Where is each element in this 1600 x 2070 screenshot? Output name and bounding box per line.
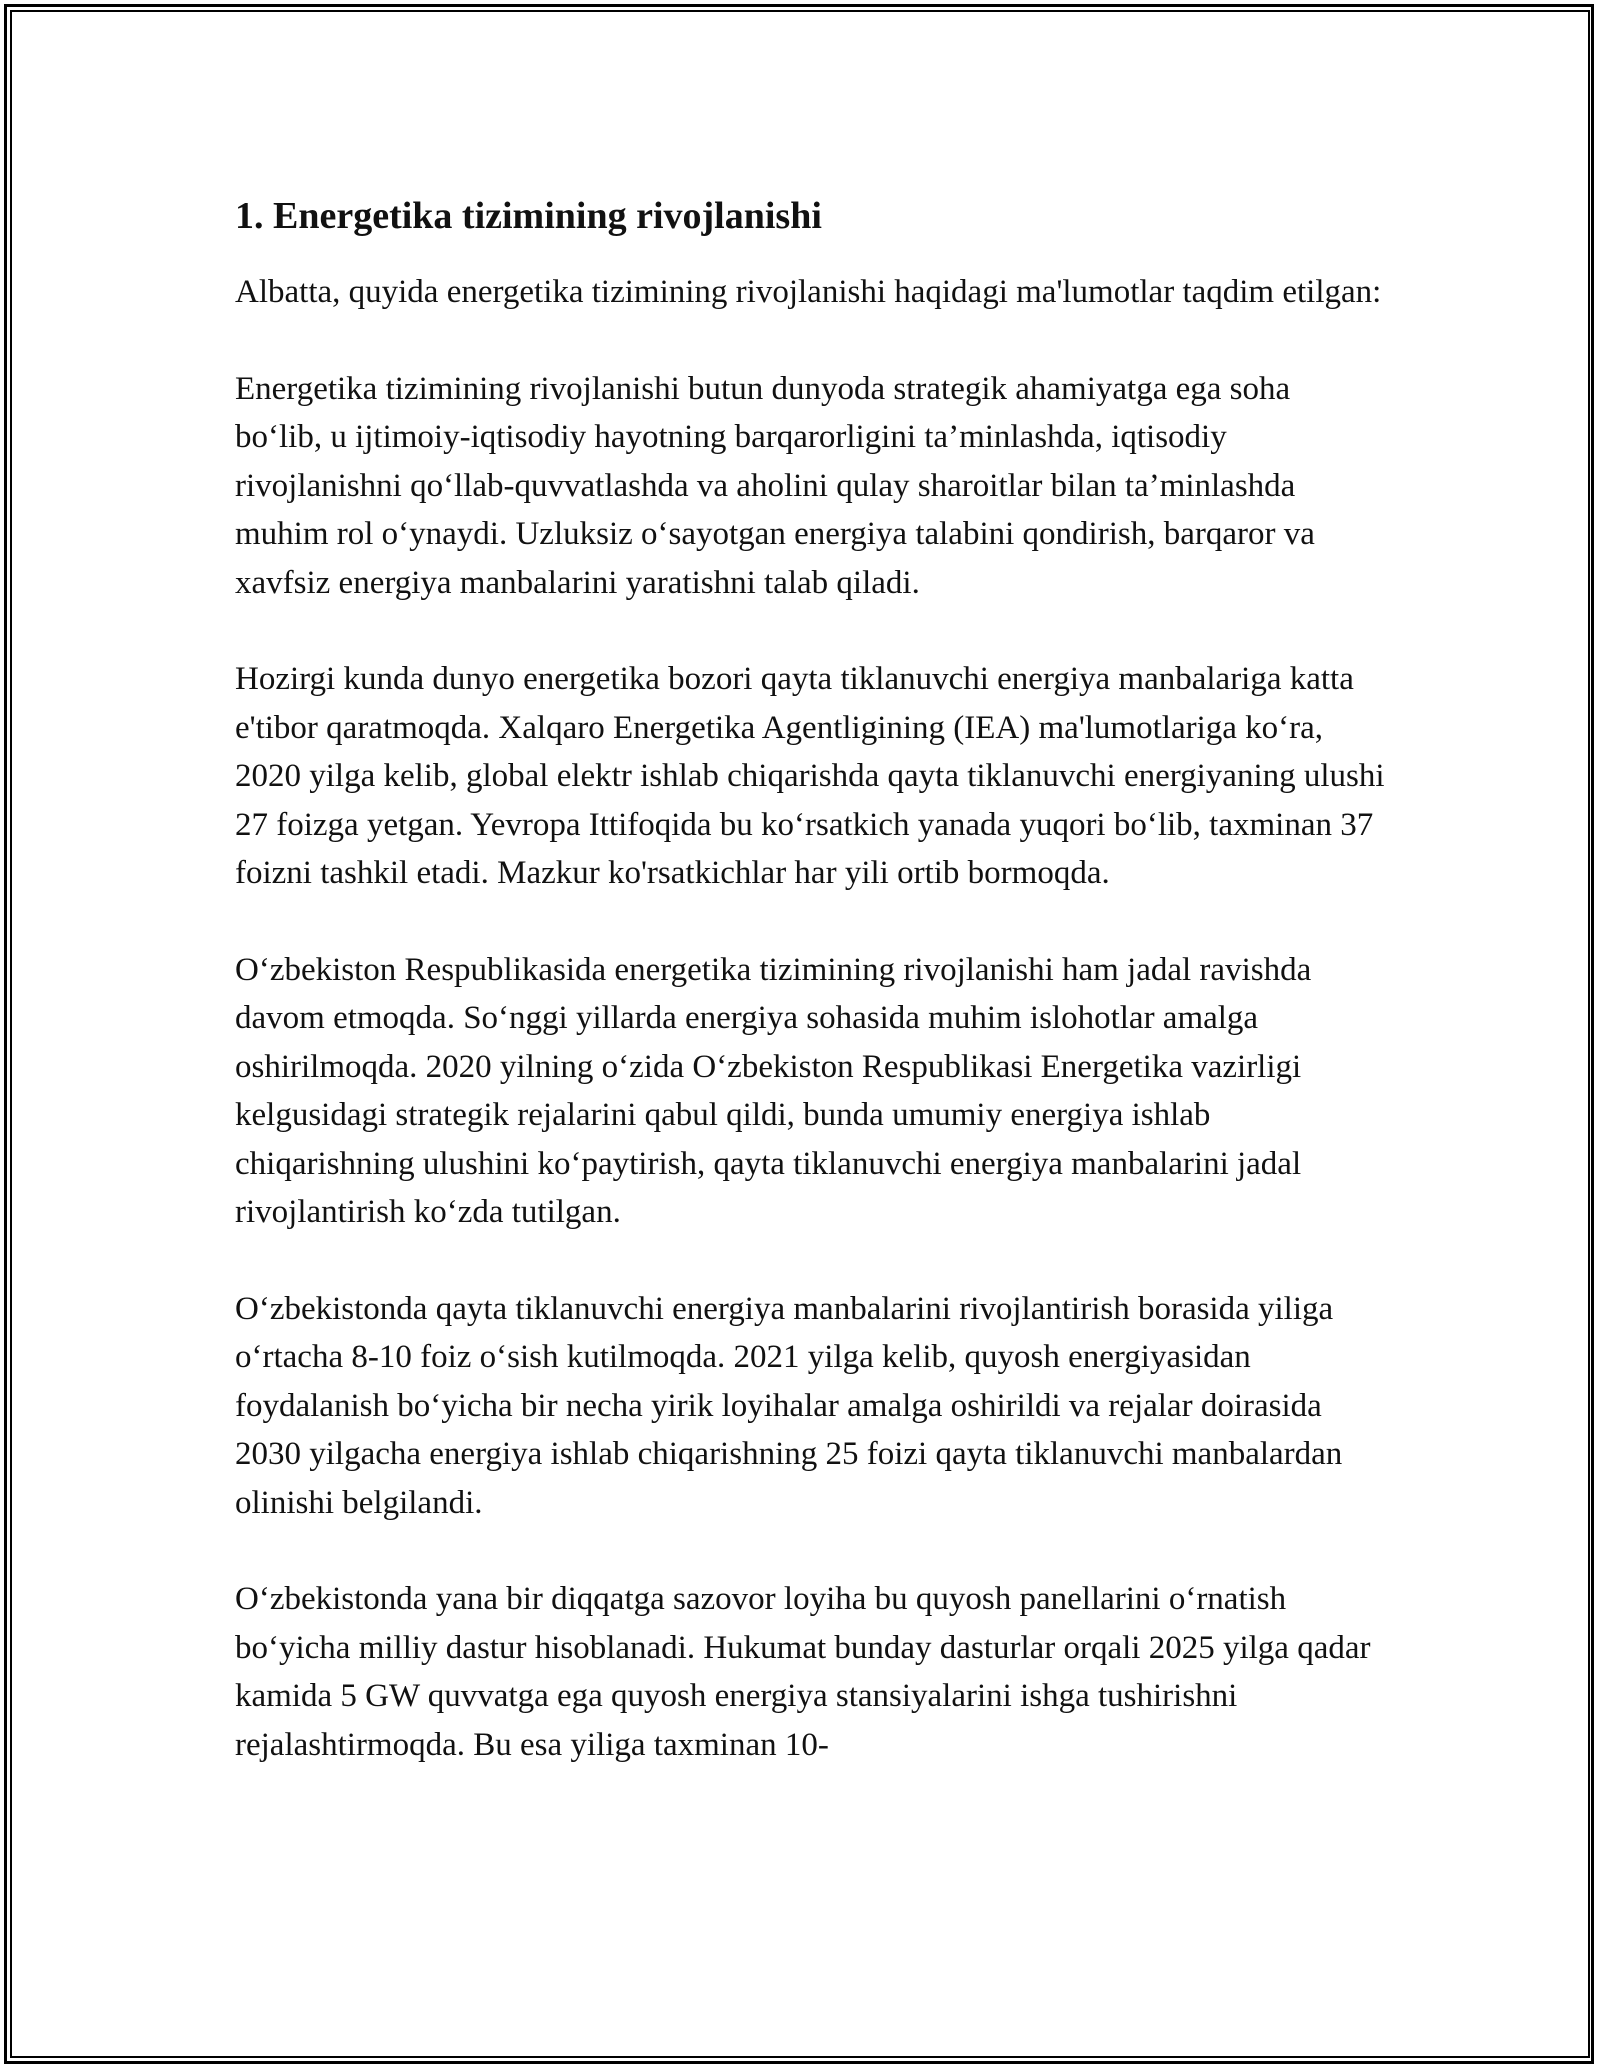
paragraph-energy-importance: Energetika tizimining rivojlanishi butun dunyoda strategik ahamiyatga ega soha bo‘lib, u ijtimoiy-iqtisodiy hayotning barqarorligini ta’minlashda, iqtisodiy rivojlanishni qo‘llab-quvvatlashda va aholini qulay sharoitlar bilan ta’minlashda muhim rol o‘ynaydi. Uzluksiz o‘sayotgan energiya talabini qondirish, barqaror va xavfsiz energiya manbalarini yaratishni talab qiladi. bbox=[235, 370, 1315, 601]
section-heading: 1. Energetika tizimining rivojlanishi bbox=[235, 195, 822, 237]
paragraph-solar-program: O‘zbekistonda yana bir diqqatga sazovor loyiha bu quyosh panellarini o‘rnatish bo‘yicha milliy dastur hisoblanadi. Hukumat bunday dasturlar orqali 2025 yilga qadar kamida 5 GW quvvatga ega quyosh energiya stansiyalarini ishga tushirishni rejalashtirmoqda. Bu esa yiliga taxminan 10- bbox=[235, 1581, 1371, 1763]
paragraph-intro: Albatta, quyida energetika tizimining rivojlanishi haqidagi ma'lumotlar taqdim etilgan: bbox=[235, 274, 1382, 310]
paragraph-uzbekistan-renewables: O‘zbekistonda qayta tiklanuvchi energiya manbalarini rivojlantirish borasida yiliga o‘rtacha 8-10 foiz o‘sish kutilmoqda. 2021 yilga kelib, quyosh energiyasidan foydalanish bo‘yicha bir necha yirik loyihalar amalga oshirildi va rejalar doirasida 2030 yilgacha energiya ishlab chiqarishning 25 foizi qayta tiklanuvchi manbalardan olinishi belgilandi. bbox=[235, 1290, 1343, 1521]
paragraph-global-renewables: Hozirgi kunda dunyo energetika bozori qayta tiklanuvchi energiya manbalariga katta e'tibor qaratmoqda. Xalqaro Energetika Agentligining (IEA) ma'lumotlariga ko‘ra, 2020 yilga kelib, global elektr ishlab chiqarishda qayta tiklanuvchi energiyaning ulushi 27 foizga yetgan. Yevropa Ittifoqida bu ko‘rsatkich yanada yuqori bo‘lib, taxminan 37 foizni tashkil etadi. Mazkur ko'rsatkichlar har yili ortib bormoqda. bbox=[235, 661, 1385, 891]
paragraph-uzbekistan-reforms: O‘zbekiston Respublikasida energetika tizimining rivojlanishi ham jadal ravishda davom etmoqda. So‘nggi yillarda energiya sohasida muhim islohotlar amalga oshirilmoqda. 2020 yilning o‘zida O‘zbekiston Respublikasi Energetika vazirligi kelgusidagi strategik rejalarini qabul qildi, bunda umumiy energiya ishlab chiqarishning ulushini ko‘paytirish, qayta tiklanuvchi energiya manbalarini jadal rivojlantirish ko‘zda tutilgan. bbox=[235, 951, 1312, 1230]
document-page bbox=[235, 188, 1385, 1817]
